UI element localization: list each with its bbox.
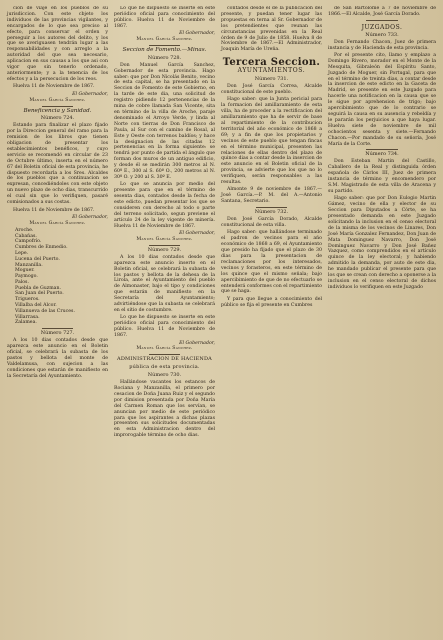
divider: [149, 354, 179, 355]
list-item: San Juan del Puerto.: [15, 291, 64, 297]
list-item: Aroche.: [15, 227, 34, 233]
list-item: Villanueva de las Cruces.: [15, 308, 75, 314]
list-item: Trigueros.: [15, 297, 40, 303]
paragraph: Por el presente cito, llamo y emplazo a Domingo Rivero, morador en el Monte de la Mesquita, Gibraleón del Espíritu Santo, Juzgado de Moguer, sin Portugal, para que en el término de treinta dias, a contar desde la insercion de este edicto en la Gaceta de Madrid, se presente en este Juzgado para hacerle una notificacion en la causa que se le sigue por aprehension de trigo; bajo apercibimiento que de lo contrario se seguirá la causa en su ausencia y rebeldía y le pararán los perjuicios a que haya lugar. Huelva siete de noviembre de mil ochocientos sesenta y siete.—Fernando Chacon.—Por mandado de su señoría, José María de la Corte.: [328, 52, 436, 147]
list-item: Zalamea.: [15, 320, 37, 326]
paragraph: Estando para finalizar el plazo fijado por la Direccion general del ramo para la remision de los libros que tienen obligacion de presentar los establecimientos benéficos, y cuyo servicio se recomendó en circular de 23 de Octubre último, inserta en el número 67 del Boletin oficial de esta provincia, he dispuesto recordarla a los Sres. Alcaldes de los pueblos que a continuacion se expresan, concediéndoles con este objeto un nuevo plazo de ocho dias, transcurrido el cual sin que lo verifiquen, pasaré comisionados a sus costas.: [7, 123, 108, 206]
columns: [6, 6, 439, 636]
section-subtitle: AYUNTAMIENTOS.: [237, 67, 306, 75]
notice-number: Número 734.: [365, 151, 399, 158]
section-title: Tercera Seccion.: [222, 57, 321, 69]
divider: [149, 245, 179, 246]
signature-title: El Gobernador,: [72, 91, 108, 97]
paragraph: Hago saber: que hallándose terminado el padron de vecinos para el año económico de 1868 a 69, el Ayuntamiento que presido ha fijado que el plazo de 30 dias para la presentacion de reclamaciones por los interesados, vecinos y forasteros, en este término de los quince que el mismo señala; bajo apercibimiento de que de no efectuarlo se entenderá conformes con el repartimiento que se haga.: [221, 230, 322, 295]
list-item: Lucena del Puerto.: [15, 256, 60, 262]
paragraph: Lo que he dispuesto se inserte en este periódico oficial para conocimiento del público. Huelva 11 de Noviembre de 1867.: [114, 6, 215, 29]
section-heading: Seccion de Fomento.—Minas.: [122, 46, 207, 53]
date-line: Huelva 11 de Noviembre de 1867.: [13, 84, 95, 90]
column-4: [327, 6, 436, 636]
list-item: Lepe.: [15, 250, 29, 256]
section-subheading: pública de esta provincia.: [129, 364, 200, 371]
town-list: [7, 228, 108, 327]
section-heading: Beneficencia y Sanidad.: [23, 107, 92, 114]
notice-number: Número 732.: [254, 209, 289, 216]
list-item: Moguer.: [15, 268, 35, 274]
paragraph: A los 10 dias contados desde que aparezca este anuncio inserto en el Boletin oficial, se celebrará la subasta de los pastos y bellota de la dehesa de la Lirola, ante el Ayuntamiento del pueblo de Almonaster, bajo el tipo y condiciones que estarán de manifiesto en la Secretaría del Ayuntamiento; advirtiéndose que la subasta se celebrará en el sitio de costumbre.: [114, 254, 215, 313]
paragraph: Hago saber: que por Don Eulogio Martin Gámez, vecino de ella y elector de su Seccion para Diputados a Córte, se ha presentado demanda en este Juzgado solicitando la inclusion en el censo electoral de la misma de los vecinos de Linares, Don José María Gonzalez Fernandez, Don Juan de Mata Dominguez Navarro, Don José Dominguez Navarro y Don José Bañez Vazquez, como comprendidos en el artículo quince de la ley electoral; y habiendo admitido la demanda, por auto de este dia, he mandado publicar el presente para que los que se crean con derecho a oponerse a la inclusion en el censo electoral de dichos individuos lo verifiquen en este Juzgado: [328, 196, 436, 290]
paragraph: Don Manuel García Sanchez, Gobernador de esta provincia. Hago saber: que por Don Nicolás Benito, vecino de esta capital, se ha presentado en la Seccion de Fomento de este Gobierno, en la tarde de este dia, una solicitud de registro pidiendo 12 pertenencias de la mina de cobre llamada San Vicente, sita en término de la villa de Aroche, paraje denominado el Arroyo Verde, y linda al Norte con tierras de Don Francisco de Paula, al Sur con el camino de Rosal, al Este y Oeste con terrenos baldíos; y hace la designacion de las citadas 12 pertenencias en la forma siguiente: se tendrá por punto de partida el ángulo que forman dos muros de un antiguo edificio, y desde él se medirán 300 metros al N. 60º E., 300 al S. 60º O., 200 metros al N. 30º O. y 200 al S. 30º E.: [114, 62, 215, 180]
list-item: Villarrasa.: [15, 314, 40, 320]
divider: [149, 45, 179, 46]
column-3: [220, 6, 322, 636]
paragraph: Don Fernando Chacon, Juez de primera instancia y de Hacienda de esta provincia.: [328, 39, 436, 51]
divider: [42, 106, 72, 107]
notice-number: Número 728.: [147, 54, 182, 61]
paragraph: de San Bartolomé a 7 de noviembre de 1866.—El Alcalde, José García Dorado.: [328, 6, 436, 17]
paragraph: Y para que llegue a conocimiento del público se fija el presente en Cumbres: [221, 296, 322, 308]
signature-name: Manuel García Sanchez.: [29, 97, 86, 103]
signature-name: Manuel García Sanchez.: [136, 37, 193, 43]
paragraph: Lo que he dispuesto se inserte en este periódico oficial para conocimiento del público. Huelva 11 de Noviembre de 1867.: [114, 315, 215, 339]
notice-number: Número 729.: [147, 246, 182, 253]
paragraph: Hallándose vacantes los estancos de Rociana y Manzanilla, el primero por cesacion de Doña Juana Ruiz y el segundo por dimision presentada por Doña María del Carmen Roman que los servían, se anuncian por medio de este periódico para que los aspirantes a dichas plazas presenten sus solicitudes documentadas en esta Administracion dentro del improrogable término de ocho dias.: [114, 380, 215, 439]
notice-number: Número 733.: [365, 31, 399, 38]
date-line: Huelva 11 de Noviembre de 1867.: [13, 207, 95, 213]
signature-name: Manuel García Sanchez.: [136, 237, 193, 243]
column-2: [113, 6, 215, 636]
signature-title: El Gobernador,: [72, 214, 108, 220]
section-title: JUZGADOS.: [361, 23, 403, 31]
list-item: Villalba del Alcor.: [15, 303, 57, 309]
list-item: Cumbres de Enmedio.: [15, 245, 68, 251]
notice-number: Número 724.: [40, 115, 75, 122]
list-item: Cabañas.: [15, 233, 37, 239]
paragraph: A los 10 dias contados desde que aparezca este anuncio en el Boletin oficial, se celebrará la subasta de los pastos y bellota del monte de Valdelamusa, con sujecion a las condiciones que estarán de manifiesto en la Secretaría del Ayuntamiento.: [7, 338, 108, 379]
notice-number: Número 730.: [147, 372, 182, 379]
paragraph: Don José García Dorado, Alcalde constitucional de esta villa.: [221, 217, 322, 228]
paragraph: Don José García Correa, Alcalde constitucional de este pueblo.: [221, 84, 322, 95]
paragraph: cion de viaje en los pueblos de su jurisdiccion. Con este cbjeto los individuos de las provincias vigilantes, y encargados de lo que sea preciso al efecto, para conservar el orden y perseguir a los autores del delito, y los que se averiguasen tendrán lugar a las responsabilidades y con arreglo a la autoridad del que sea necesario, aplicacion en sus causas a los que asi con vigor que sin tenerlo ordenado, anteriormente; y a la tenencia de los efectos y a la persecucion de los reos.: [7, 6, 108, 82]
column-1: [6, 6, 108, 636]
list-item: Puebla de Guzman.: [15, 285, 61, 291]
paragraph: contados desde el de la publicacion del presente, y puedan tener lugar las propuestas en terna al Sr. Gobernador de los pretendientes que reunan las circunstancias prevenidas en la Real órden de 9 de Julio de 1858. Huelva 8 de Noviembre de 1867.—El Administrador, Joaquin María de Ureña.: [221, 6, 322, 53]
signature-title: El Gobernador,: [179, 31, 215, 37]
signature-name: Manuel García Sanchez.: [29, 220, 86, 226]
date-line: Almonte 9 de noviembre de 1867.—José García.—P. M. del A.—Antonio Santana, Secretario.: [221, 187, 322, 205]
list-item: Palos.: [15, 279, 29, 285]
list-item: Campofrío.: [15, 239, 42, 245]
divider: [366, 20, 398, 21]
list-item: Manzanilla.: [15, 262, 43, 268]
signature-title: El Gobernador,: [179, 231, 215, 237]
signature-title: El Gobernador,: [179, 340, 215, 346]
section-heading: ADMINISTRACION DE HACIENDA: [117, 356, 212, 363]
list-item: Paymogo.: [15, 274, 38, 280]
signature-name: Manuel García Sanchez.: [136, 346, 193, 352]
paragraph: Hago saber: que la Junta pericial para la formacion del amillaramiento de esta villa, ha de proceder a la rectificacion del amillaramiento que ha de servir de base al repartimiento de la contribucion territorial del año económico de 1868 a 69; y a fin de que los propietarios y vecinos de este pueblo que tengan fincas en el término municipal, presenten las relaciones de ellas dentro del plazo de quince dias a contar desde la insercion de este anuncio en el Boletin oficial de la provincia, se advierte que los que no lo verifiquen, serán responsables a las resultas.: [221, 97, 322, 186]
paragraph: Lo que se anuncia por medio del presente para que en el término de sesenta dias, contados desde la fecha de este edicto, puedan presentar los que se consideren con derecho al todo o parte del terreno solicitado, segun previene el artículo 24 de la ley vigente de minería. Huelva 11 de Noviembre de 1867.: [114, 182, 215, 229]
notice-number: Número 727.: [40, 330, 75, 337]
paragraph: Don Esteban Martin del Castillo, Caballero de la Real y distinguida órden española de Cárlos III, Juez de primera instancia de término y encomendero por S.M. Magistrado de esta villa de Aracena y su partido.: [328, 159, 436, 194]
notice-number: Número 731.: [254, 76, 289, 83]
